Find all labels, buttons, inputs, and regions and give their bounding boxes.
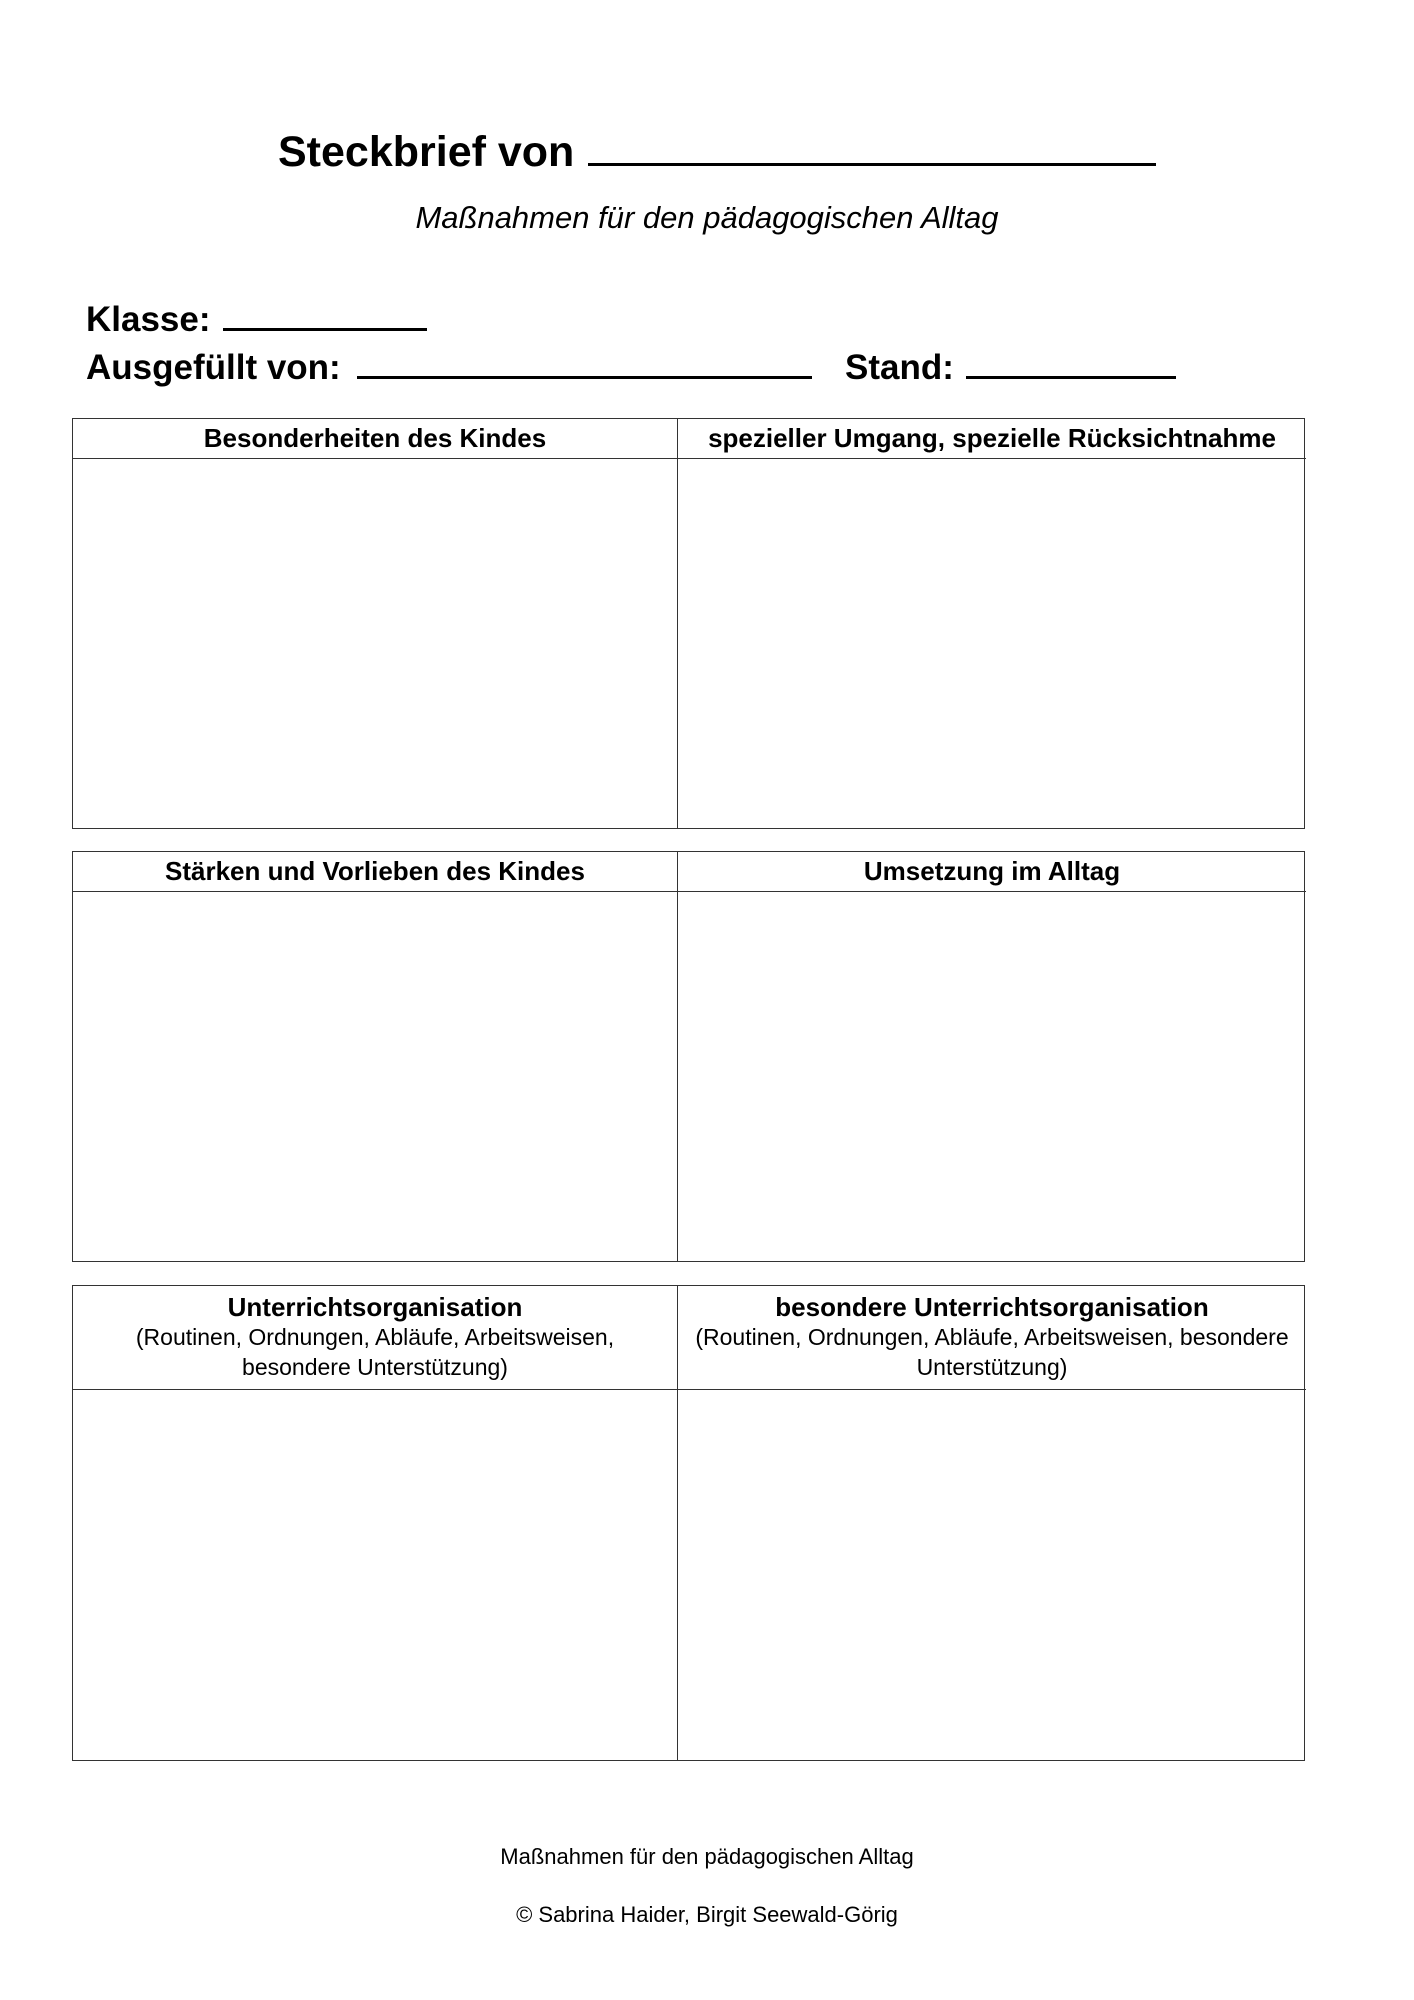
section-3-right-header (678, 1286, 1306, 1390)
stand-field (845, 348, 1176, 388)
section-1-right-title: spezieller Umgang, spezielle Rücksichtnahme (708, 423, 1276, 453)
section-3-right-note: (Routinen, Ordnungen, Abläufe, Arbeitsweisen, besondere Unterstützung) (695, 1324, 1289, 1380)
page-title: Steckbrief von (278, 128, 575, 176)
page-subtitle: Maßnahmen für den pädagogischen Alltag (415, 200, 999, 235)
section-3-left-title: Unterrichtsorganisation (227, 1292, 523, 1323)
section-1-table (72, 418, 1305, 829)
footer-copyright: © Sabrina Haider, Birgit Seewald-Görig (516, 1902, 898, 1927)
section-3-left-note: (Routinen, Ordnungen, Abläufe, Arbeitsweisen, besondere Unterstützung) (135, 1324, 615, 1380)
section-3-left-input-area[interactable] (73, 1390, 678, 1760)
section-2-table (72, 851, 1305, 1262)
ausgefuellt-blank-line[interactable] (357, 375, 812, 379)
name-blank-line[interactable] (588, 162, 1156, 166)
section-2-right-header (678, 852, 1306, 892)
stand-label: Stand: (845, 348, 954, 387)
klasse-label: Klasse: (86, 300, 211, 339)
section-1-left-input-area[interactable] (73, 459, 678, 828)
ausgefuellt-field (86, 348, 812, 388)
klasse-field (86, 300, 427, 340)
section-3-left-header (73, 1286, 678, 1390)
stand-blank-line[interactable] (966, 375, 1176, 379)
section-3-right-title: besondere Unterrichtsorganisation (775, 1292, 1209, 1323)
section-1-right-input-area[interactable] (678, 459, 1306, 828)
footer-title: Maßnahmen für den pädagogischen Alltag (500, 1844, 914, 1869)
klasse-blank-line[interactable] (223, 327, 427, 331)
section-2-left-title: Stärken und Vorlieben des Kindes (165, 856, 585, 886)
section-3-right-input-area[interactable] (678, 1390, 1306, 1760)
section-1-left-header (73, 419, 678, 459)
section-1-right-header (678, 419, 1306, 459)
ausgefuellt-label: Ausgefüllt von: (86, 348, 341, 387)
section-2-left-header (73, 852, 678, 892)
section-2-right-input-area[interactable] (678, 892, 1306, 1261)
title-row (278, 128, 1158, 188)
section-2-right-title: Umsetzung im Alltag (863, 856, 1121, 886)
section-1-left-title: Besonderheiten des Kindes (203, 423, 547, 453)
section-3-table (72, 1285, 1305, 1761)
section-2-left-input-area[interactable] (73, 892, 678, 1261)
